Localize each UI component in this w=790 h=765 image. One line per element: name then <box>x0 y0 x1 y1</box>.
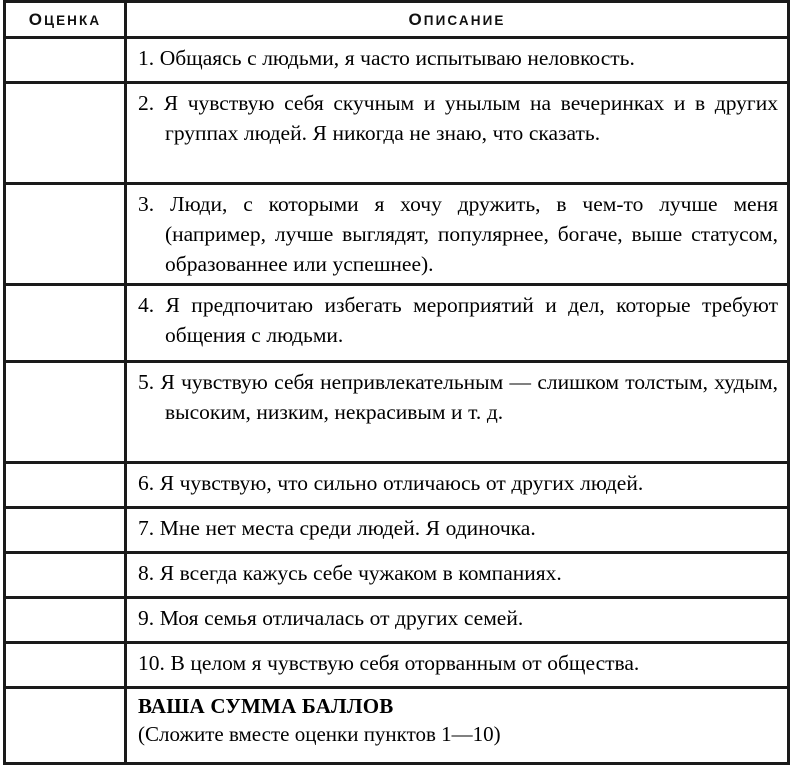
item-body-3: Люди, с которыми я хочу дружить, в чем-то лучше меня (например, лучше выглядят, популярнее, богаче, выше статусом, образованнее или успешнее). <box>165 192 778 276</box>
total-title: ВАША СУММА БАЛЛОВ <box>138 694 394 718</box>
table-row <box>5 463 789 508</box>
score-cell-3[interactable] <box>5 184 126 285</box>
description-cell-3 <box>126 184 789 285</box>
score-cell-8[interactable] <box>5 553 126 598</box>
item-text-4 <box>138 290 778 350</box>
header-row <box>5 2 789 38</box>
self-assessment-table <box>3 0 790 765</box>
table-header <box>5 2 789 38</box>
item-body-1: Общаясь с людьми, я часто испытываю неловкость. <box>159 46 635 70</box>
score-cell-5[interactable] <box>5 362 126 463</box>
description-cell-4 <box>126 285 789 362</box>
column-header-description-rest: ПИСАНИЕ <box>423 12 506 28</box>
score-cell-1[interactable] <box>5 38 126 83</box>
description-cell-1 <box>126 38 789 83</box>
total-description-cell <box>126 688 789 764</box>
score-cell-9[interactable] <box>5 598 126 643</box>
score-cell-2[interactable] <box>5 83 126 184</box>
total-subtitle: (Сложите вместе оценки пунктов 1—10) <box>138 722 501 746</box>
item-number-4: 4. <box>138 293 155 317</box>
item-number-9: 9. <box>138 606 155 630</box>
item-number-6: 6. <box>138 471 155 495</box>
item-text-1 <box>138 43 778 73</box>
column-header-score <box>5 2 126 38</box>
item-number-5: 5. <box>138 370 155 394</box>
description-cell-10 <box>126 643 789 688</box>
item-text-8 <box>138 558 778 588</box>
description-cell-7 <box>126 508 789 553</box>
column-header-description <box>126 2 789 38</box>
total-row <box>5 688 789 764</box>
column-header-score-rest: ЦЕНКА <box>44 12 102 28</box>
item-body-8: Я всегда кажусь себе чужаком в компаниях. <box>159 561 562 585</box>
item-body-6: Я чувствую, что сильно отличаюсь от других людей. <box>159 471 644 495</box>
item-number-2: 2. <box>138 91 155 115</box>
item-text-3 <box>138 189 778 279</box>
total-score-cell[interactable] <box>5 688 126 764</box>
item-text-10 <box>138 648 778 678</box>
column-header-score-initial: О <box>28 9 45 29</box>
table-row <box>5 83 789 184</box>
item-body-9: Моя семья отличалась от других семей. <box>159 606 524 630</box>
table-row <box>5 553 789 598</box>
column-header-description-initial: О <box>408 9 424 29</box>
item-number-3: 3. <box>138 192 155 216</box>
table-row <box>5 362 789 463</box>
item-text-7 <box>138 513 778 543</box>
item-text-2 <box>138 88 778 148</box>
table-row <box>5 643 789 688</box>
item-number-10: 10. <box>138 651 165 675</box>
description-cell-6 <box>126 463 789 508</box>
table-row <box>5 38 789 83</box>
item-body-2: Я чувствую себя скучным и унылым на вечеринках и в других группах людей. Я никогда не знаю, что сказать. <box>163 91 778 145</box>
description-cell-9 <box>126 598 789 643</box>
score-cell-6[interactable] <box>5 463 126 508</box>
item-body-4: Я предпочитаю избегать мероприятий и дел, которые требуют общения с людьми. <box>165 293 778 347</box>
description-cell-2 <box>126 83 789 184</box>
item-text-6 <box>138 468 778 498</box>
table-row <box>5 508 789 553</box>
item-number-1: 1. <box>138 46 155 70</box>
description-cell-5 <box>126 362 789 463</box>
table-row <box>5 285 789 362</box>
score-cell-4[interactable] <box>5 285 126 362</box>
item-number-8: 8. <box>138 561 155 585</box>
table-row <box>5 598 789 643</box>
item-text-5 <box>138 367 778 427</box>
table-row <box>5 184 789 285</box>
item-number-7: 7. <box>138 516 155 540</box>
score-cell-10[interactable] <box>5 643 126 688</box>
table-body <box>5 38 789 764</box>
item-text-9 <box>138 603 778 633</box>
item-body-10: В целом я чувствую себя оторванным от общества. <box>170 651 640 675</box>
description-cell-8 <box>126 553 789 598</box>
item-body-7: Мне нет места среди людей. Я одиночка. <box>159 516 536 540</box>
item-body-5: Я чувствую себя непривлекательным — слишком толстым, худым, высоким, низким, некрасивым и т. д. <box>160 370 778 424</box>
score-cell-7[interactable] <box>5 508 126 553</box>
